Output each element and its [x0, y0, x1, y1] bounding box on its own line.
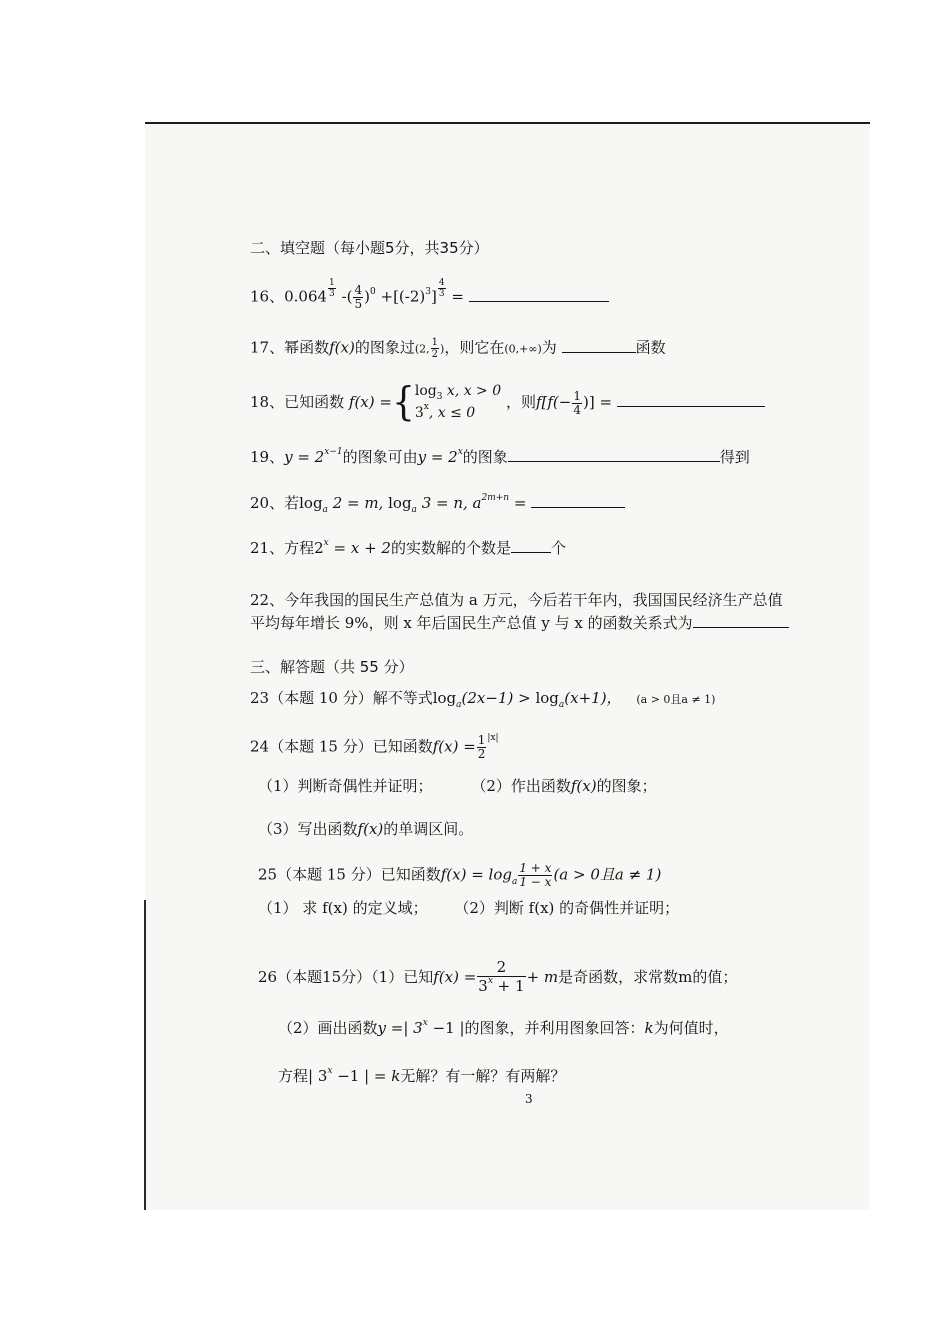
q18-brace: { [391, 379, 415, 425]
q26-part-2-k: k [644, 1019, 654, 1037]
q25-fraction: $\frac{1 + x}{1 - x}$ [519, 861, 552, 889]
q19-text-3: 得到 [719, 448, 750, 466]
q26-part-3 [278, 1066, 565, 1089]
q23-arg-1: (2x−1) > [461, 689, 536, 707]
q20-rest-2: 3 = n, a [416, 494, 482, 512]
q25-part-2: （2）判断 f(x) 的奇偶性并证明； [454, 899, 680, 917]
q22-text: 平均每年增长 9%，则 x 年后国民生产总值 y 与 x 的函数关系式为 [250, 614, 693, 632]
q19-y1-exponent: x−1 [324, 447, 343, 457]
q16-right-bracket: ] [430, 287, 437, 306]
q23-log-2: log [535, 689, 559, 707]
q20-equals: = [509, 494, 527, 512]
section-2-heading: 二、填空题（每小题5分，共35分） [250, 239, 489, 257]
q19-y2: y = 2 [417, 448, 458, 466]
question-19 [250, 447, 750, 470]
q24-part-3-text: （3）写出函数 [258, 820, 358, 838]
q26-part-3-exponent: x [327, 1066, 333, 1076]
q24-part-2-fx: f(x) [570, 777, 597, 795]
q17-interval: (0,+∞) [504, 342, 542, 356]
q24-part-1 [258, 776, 657, 796]
q26-part-3-text-2: −1 | = [332, 1067, 392, 1085]
q16-zero-exponent: 0 [369, 286, 376, 297]
q20-exponent: 2m+n [481, 493, 510, 503]
q26-text: 26（本题15分）（1）已知 [258, 968, 434, 986]
q16-answer-blank[interactable] [469, 287, 609, 302]
q19-y2-exponent: x [457, 447, 463, 457]
question-18 [250, 378, 765, 426]
q26-part-3-text-1: 方程| 3 [278, 1067, 328, 1085]
q21-text-3: 个 [550, 539, 566, 557]
q23-arg-2: (x+1)， [564, 689, 622, 707]
q21-text-1: 方程 [284, 539, 315, 557]
q19-answer-blank[interactable] [508, 447, 720, 462]
q17-number: 17、 [250, 338, 285, 357]
q25-condition: (a > 0且a ≠ 1) [553, 865, 662, 884]
q23-condition: (a > 0且a ≠ 1) [636, 693, 716, 706]
q16-minus: -( [341, 287, 353, 306]
q23-log-base-2: a [558, 700, 565, 710]
question-16: 16、0.064 $\frac{1}{3}$ -( $\frac{4}{5}$ )$^0 +[(-2)^3]$ $\frac{4}{3}$ = [250, 284, 609, 311]
q18-text-1: 已知函数 [284, 393, 345, 411]
q20-answer-blank[interactable] [531, 493, 625, 508]
question-24 [250, 734, 499, 761]
q16-equals: = [451, 287, 464, 306]
q18-end: )] = [582, 393, 613, 411]
q24-part-2-text: （2）作出函数 [471, 777, 571, 795]
q18-answer-blank[interactable] [617, 392, 765, 407]
q26-part-3-text-3: 无解？有一解？有两解？ [400, 1067, 566, 1085]
q24-part-3-fx: f(x) [357, 820, 384, 838]
q17-text-5: 函数 [635, 338, 666, 357]
q23-log-base-1: a [456, 700, 462, 710]
q24-fx: f(x) = [432, 737, 476, 756]
q25-text: 25（本题 15 分）已知函数 [258, 865, 441, 884]
q16-number: 16、 [250, 287, 285, 306]
q17-text-1: 幂函数 [284, 338, 330, 357]
q25-parts [258, 898, 679, 918]
q20-number: 20、 [250, 494, 285, 512]
question-23 [250, 688, 715, 711]
q18-cases: $\log_3 x$, x > 0 3$^x$, x ≤ 0 [414, 383, 502, 421]
q18-fraction: $\frac{1}{4}$ [573, 388, 581, 417]
left-margin-rule [144, 900, 146, 1210]
q16-exponent-2: $\frac{4}{3}$ [438, 278, 445, 299]
q20-log-base-2: a [411, 505, 417, 515]
q17-point-a: (2, [414, 342, 430, 356]
q19-text-1: 的图象可由 [342, 448, 418, 466]
q17-point-fraction: $\frac{1}{2}$ [431, 337, 439, 360]
q22-answer-blank[interactable] [693, 613, 789, 628]
q17-text-3: ，则它在 [444, 338, 505, 357]
top-rule [145, 122, 870, 124]
q24-part-3 [258, 819, 473, 839]
q21-exponent: x [323, 538, 329, 548]
q21-answer-blank[interactable] [511, 538, 551, 553]
q25-part-1: （1） 求 f(x) 的定义域； [258, 899, 428, 917]
section-3-heading: 三、解答题（共 55 分） [250, 658, 414, 676]
q24-part-3-end: 的单调区间。 [383, 820, 474, 838]
q26-fx: f(x) = [433, 968, 477, 986]
q21-base: 2 [314, 539, 324, 557]
q19-number: 19、 [250, 448, 285, 466]
q21-number: 21、 [250, 539, 285, 557]
q24-part-1-text: （1）判断奇偶性并证明； [258, 777, 433, 795]
q25-log-base: a [511, 876, 518, 887]
q18-ff: f[f(− [535, 393, 572, 411]
q23-text: 23（本题 10 分）解不等式 [250, 689, 433, 707]
q26-plus-m: + m [526, 968, 559, 986]
q26-part-2-text-3: 为何值时， [653, 1019, 729, 1037]
q16-exponent-1: $\frac{1}{3}$ [329, 278, 335, 299]
q18-fx: f(x) = [348, 393, 392, 411]
q25-fx: f(x) = log [440, 865, 512, 884]
q17-answer-blank[interactable] [562, 338, 636, 353]
q26-part-2-text-1: （2）画出函数 [278, 1019, 378, 1037]
q24-fraction: $\frac{1}{2}$ [477, 733, 486, 761]
q16-bracket-term: +[(-2) [380, 287, 426, 306]
q20-log-2: log [388, 494, 412, 512]
q17-fx: f(x) [329, 338, 355, 357]
q20-rest-1: 2 = m, [327, 494, 389, 512]
q21-rest: = x + 2 [328, 539, 391, 557]
q26-part-1-text: 是奇函数，求常数m的值； [558, 968, 738, 986]
q26-part-2 [278, 1018, 729, 1041]
q24-exponent: |x| [487, 732, 499, 743]
q26-fraction: $\frac{2}{3^x + 1}$ [478, 958, 525, 995]
q17-point-b: ) [440, 342, 445, 356]
question-22-line-1: 22、今年我国的国民生产总值为 a 万元，今后若干年内，我国国民经济生产总值 [250, 591, 783, 609]
q20-log-1: log [299, 494, 323, 512]
q19-y1: y = 2 [284, 448, 325, 466]
question-25 [258, 862, 661, 889]
q26-part-2-text-2: 的图象，并利用图象回答： [464, 1019, 645, 1037]
page-number: 3 [525, 1092, 533, 1106]
q24-text: 24（本题 15 分）已知函数 [250, 737, 433, 756]
q26-part-2-exponent: x [422, 1018, 428, 1028]
q17-text-4: 为 [541, 338, 557, 357]
q18-number: 18、 [250, 393, 285, 411]
q19-text-2: 的图象 [462, 448, 508, 466]
question-21 [250, 538, 566, 561]
q20-log-base-1: a [322, 505, 328, 515]
q21-text-2: 的实数解的个数是 [390, 539, 511, 557]
q16-fraction: $\frac{4}{5}$ [354, 283, 363, 311]
q23-log-1: log [432, 689, 457, 707]
q17-text-2: 的图象过 [354, 338, 415, 357]
q26-part-3-k: k [391, 1067, 401, 1085]
q20-text-1: 若 [284, 494, 300, 512]
q26-part-2-rest: −1 | [427, 1019, 465, 1037]
question-22-line-2 [250, 613, 789, 633]
question-17 [250, 337, 666, 360]
q24-part-2-end: 的图象； [596, 777, 657, 795]
q26-part-2-y: y =| 3 [377, 1019, 423, 1037]
question-20 [250, 493, 625, 516]
q16-base: 0.064 [284, 287, 328, 306]
q16-cube: 3 [425, 286, 431, 297]
q18-text-2: ，则 [505, 393, 536, 411]
question-26 [258, 958, 737, 998]
